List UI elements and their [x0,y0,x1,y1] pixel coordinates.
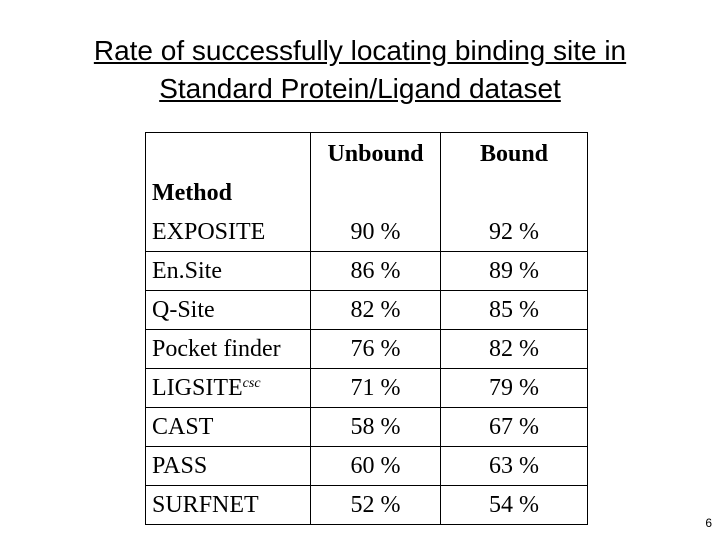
table-row [146,486,588,525]
bound-cell: 67 % [441,408,588,447]
method-cell: SURFNET [146,486,311,525]
page-number: 6 [705,516,712,530]
unbound-cell: 76 % [311,330,441,369]
slide-title [0,32,720,108]
method-cell [146,369,311,408]
header-bound: Bound [479,141,549,167]
table-row [146,330,588,369]
results-table [145,132,588,525]
table-row [146,252,588,291]
bound-cell: 85 % [441,291,588,330]
method-cell: CAST [146,408,311,447]
bound-cell: 54 % [441,486,588,525]
table-row [146,408,588,447]
unbound-cell: 60 % [311,447,441,486]
method-cell: Q-Site [146,291,311,330]
table-header-row [146,133,588,214]
header-unbound: Unbound [311,133,441,214]
table-row [146,291,588,330]
method-name: LIGSITE [152,374,243,401]
slide-title-line-2: Standard Protein/Ligand dataset [159,73,561,104]
unbound-cell: 58 % [311,408,441,447]
unbound-cell: 71 % [311,369,441,408]
bound-cell: 63 % [441,447,588,486]
unbound-cell: 86 % [311,252,441,291]
bound-cell: 92 % [489,218,539,245]
unbound-cell: 52 % [311,486,441,525]
method-cell: EXPOSITE [146,213,311,252]
unbound-cell: 90 % [311,213,441,252]
bound-cell: 89 % [441,252,588,291]
method-cell: PASS [146,447,311,486]
method-superscript: csc [242,375,261,391]
method-cell: Pocket finder [146,330,311,369]
table-row [146,447,588,486]
table-row [146,213,588,252]
slide-title-line-1: Rate of successfully locating binding site in [93,35,627,66]
table-row [146,369,588,408]
unbound-cell: 82 % [311,291,441,330]
bound-cell: 82 % [441,330,588,369]
method-cell: En.Site [146,252,311,291]
bound-cell: 79 % [441,369,588,408]
header-method: Method [146,133,311,214]
